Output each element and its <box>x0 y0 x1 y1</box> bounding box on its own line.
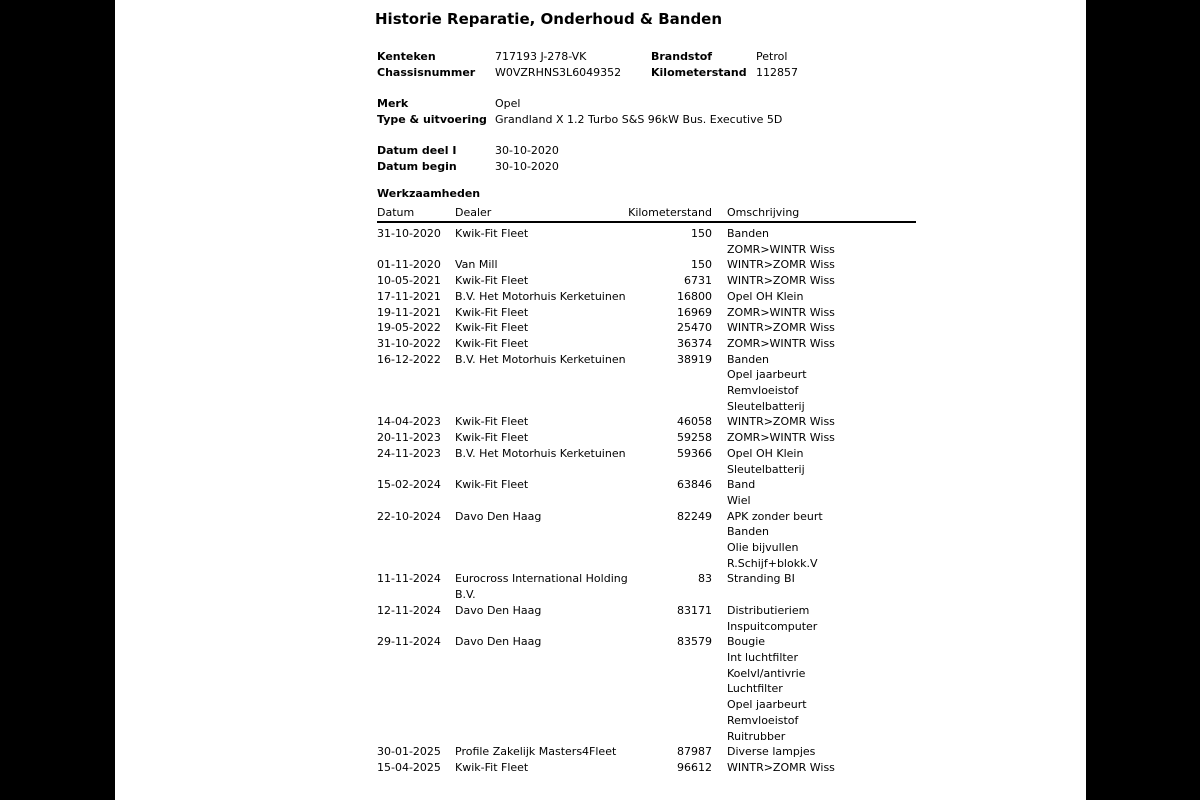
column-header-kilometerstand: Kilometerstand <box>628 206 712 219</box>
cell-omschrijving <box>712 257 916 273</box>
cell-dealer: B.V. Het Motorhuis Kerketuinen <box>455 352 626 366</box>
omschrijving-line: Opel OH Klein <box>727 446 804 460</box>
datum-begin-label: Datum begin <box>377 160 457 173</box>
cell-dealer: Davo Den Haag <box>455 603 542 617</box>
omschrijving-line: R.Schijf+blokk.V <box>727 556 818 570</box>
omschrijving-line: Stranding BI <box>727 572 795 586</box>
omschrijving-line: Remvloeistof <box>727 713 799 727</box>
registration-info-block <box>377 49 798 81</box>
cell-kilometerstand: 150 <box>691 258 712 272</box>
omschrijving-line: Ruitrubber <box>727 729 786 743</box>
cell-dealer: Eurocross International Holding B.V. <box>455 572 628 602</box>
cell-datum: 15-04-2025 <box>377 760 441 774</box>
column-header-datum: Datum <box>377 206 415 219</box>
cell-omschrijving <box>712 336 916 352</box>
cell-datum: 15-02-2024 <box>377 478 441 492</box>
cell-dealer: Kwik-Fit Fleet <box>455 478 529 492</box>
cell-omschrijving <box>712 634 916 744</box>
cell-kilometerstand: 38919 <box>677 352 712 366</box>
table-header-row <box>377 206 916 223</box>
cell-dealer: Kwik-Fit Fleet <box>455 321 529 335</box>
merk-label: Merk <box>377 97 409 110</box>
omschrijving-line: Banden <box>727 227 769 240</box>
cell-datum: 31-10-2020 <box>377 227 441 240</box>
table-row <box>377 273 916 289</box>
omschrijving-line: WINTR>ZOMR Wiss <box>727 760 835 774</box>
cell-kilometerstand: 59366 <box>677 446 712 460</box>
chassisnummer-value: W0VZRHNS3L6049352 <box>495 66 622 79</box>
omschrijving-line: Olie bijvullen <box>727 541 799 555</box>
cell-omschrijving <box>712 305 916 321</box>
omschrijving-line: Diverse lampjes <box>727 745 816 759</box>
cell-datum: 31-10-2022 <box>377 336 441 350</box>
omschrijving-line: Int luchtfilter <box>727 650 798 664</box>
cell-datum: 19-11-2021 <box>377 305 441 319</box>
chassisnummer-label: Chassisnummer <box>377 66 476 79</box>
cell-kilometerstand: 36374 <box>677 336 712 350</box>
werkzaamheden-section-title: Werkzaamheden <box>377 187 481 200</box>
omschrijving-line: Inspuitcomputer <box>727 619 818 633</box>
cell-kilometerstand: 96612 <box>677 760 712 774</box>
cell-dealer: Kwik-Fit Fleet <box>455 415 529 429</box>
table-row <box>377 571 916 602</box>
cell-datum: 30-01-2025 <box>377 745 441 759</box>
omschrijving-line: Wiel <box>727 493 751 507</box>
cell-kilometerstand: 46058 <box>677 415 712 429</box>
cell-omschrijving <box>712 603 916 634</box>
omschrijving-line: ZOMR>WINTR Wiss <box>727 305 835 319</box>
cell-kilometerstand: 6731 <box>684 274 712 288</box>
cell-dealer: Kwik-Fit Fleet <box>455 760 529 774</box>
omschrijving-line: ZOMR>WINTR Wiss <box>727 336 835 350</box>
cell-dealer: Profile Zakelijk Masters4Fleet <box>455 745 617 759</box>
table-row <box>377 289 916 305</box>
cell-dealer: Kwik-Fit Fleet <box>455 336 529 350</box>
cell-kilometerstand: 59258 <box>677 431 712 445</box>
kenteken-value: 717193 J-278-VK <box>495 50 587 63</box>
cell-datum: 29-11-2024 <box>377 635 441 649</box>
omschrijving-line: Opel OH Klein <box>727 289 804 303</box>
cell-dealer: Kwik-Fit Fleet <box>455 305 529 319</box>
column-header-omschrijving: Omschrijving <box>727 206 800 219</box>
cell-dealer: B.V. Het Motorhuis Kerketuinen <box>455 289 626 303</box>
datum-deel1-label: Datum deel I <box>377 144 457 157</box>
cell-datum: 24-11-2023 <box>377 446 441 460</box>
datum-deel1-value: 30-10-2020 <box>495 144 559 157</box>
omschrijving-line: Opel jaarbeurt <box>727 368 807 382</box>
column-header-dealer: Dealer <box>455 206 492 219</box>
table-row <box>377 414 916 430</box>
table-row <box>377 257 916 273</box>
omschrijving-line: Sleutelbatterij <box>727 462 805 476</box>
table-row <box>377 603 916 634</box>
cell-datum: 14-04-2023 <box>377 415 441 429</box>
cell-dealer: Davo Den Haag <box>455 635 542 649</box>
cell-datum: 22-10-2024 <box>377 509 441 523</box>
cell-omschrijving <box>712 414 916 430</box>
cell-omschrijving <box>712 352 916 415</box>
cell-datum: 16-12-2022 <box>377 352 441 366</box>
cell-omschrijving <box>712 760 916 776</box>
cell-omschrijving <box>712 273 916 289</box>
cell-omschrijving <box>712 446 916 477</box>
table-row <box>377 352 916 415</box>
kilometerstand-label: Kilometerstand <box>651 66 747 79</box>
datum-begin-value: 30-10-2020 <box>495 160 559 173</box>
merk-value: Opel <box>495 97 521 110</box>
table-row <box>377 320 916 336</box>
cell-kilometerstand: 150 <box>691 227 712 240</box>
omschrijving-line: WINTR>ZOMR Wiss <box>727 274 835 288</box>
cell-omschrijving <box>712 477 916 508</box>
cell-kilometerstand: 82249 <box>677 509 712 523</box>
omschrijving-line: Band <box>727 478 756 492</box>
brandstof-label: Brandstof <box>651 50 713 63</box>
cell-datum: 19-05-2022 <box>377 321 441 335</box>
cell-kilometerstand: 16800 <box>677 289 712 303</box>
cell-datum: 10-05-2021 <box>377 274 441 288</box>
cell-dealer: B.V. Het Motorhuis Kerketuinen <box>455 446 626 460</box>
omschrijving-line: ZOMR>WINTR Wiss <box>727 242 835 256</box>
omschrijving-line: Koelvl/antivrie <box>727 666 806 680</box>
omschrijving-line: WINTR>ZOMR Wiss <box>727 321 835 335</box>
table-row <box>377 446 916 477</box>
omschrijving-line: WINTR>ZOMR Wiss <box>727 415 835 429</box>
cell-kilometerstand: 87987 <box>677 745 712 759</box>
cell-dealer: Van Mill <box>455 258 498 272</box>
cell-omschrijving <box>712 289 916 305</box>
table-row <box>377 509 916 572</box>
cell-kilometerstand: 25470 <box>677 321 712 335</box>
cell-datum: 01-11-2020 <box>377 258 441 272</box>
omschrijving-line: Banden <box>727 525 769 539</box>
cell-kilometerstand: 16969 <box>677 305 712 319</box>
omschrijving-line: Opel jaarbeurt <box>727 698 807 712</box>
cell-omschrijving <box>712 571 916 602</box>
cell-datum: 11-11-2024 <box>377 572 441 586</box>
cell-datum: 20-11-2023 <box>377 431 441 445</box>
table-row <box>377 634 916 744</box>
cell-kilometerstand: 83171 <box>677 603 712 617</box>
omschrijving-line: Banden <box>727 352 769 366</box>
right-letterbox <box>1086 0 1200 800</box>
cell-omschrijving <box>712 509 916 572</box>
brandstof-value: Petrol <box>756 50 788 63</box>
kilometerstand-value: 112857 <box>756 66 798 79</box>
cell-datum: 17-11-2021 <box>377 289 441 303</box>
vehicle-info-block <box>377 96 782 128</box>
table-row <box>377 430 916 446</box>
cell-omschrijving <box>712 430 916 446</box>
omschrijving-line: Luchtfilter <box>727 682 783 696</box>
omschrijving-line: Remvloeistof <box>727 384 799 398</box>
table-row <box>377 760 916 776</box>
omschrijving-line: Bougie <box>727 635 766 649</box>
omschrijving-line: Distributieriem <box>727 603 810 617</box>
werkzaamheden-rows <box>377 223 916 776</box>
table-row <box>377 336 916 352</box>
dates-info-block <box>377 143 559 175</box>
werkzaamheden-table <box>377 206 916 776</box>
table-row <box>377 305 916 321</box>
cell-dealer: Davo Den Haag <box>455 509 542 523</box>
cell-omschrijving <box>712 226 916 257</box>
page-title: Historie Reparatie, Onderhoud & Banden <box>375 10 723 28</box>
table-row <box>377 226 916 257</box>
omschrijving-line: ZOMR>WINTR Wiss <box>727 431 835 445</box>
omschrijving-line: APK zonder beurt <box>727 509 823 523</box>
cell-kilometerstand: 83579 <box>677 635 712 649</box>
table-row <box>377 477 916 508</box>
cell-kilometerstand: 83 <box>698 572 712 586</box>
cell-dealer: Kwik-Fit Fleet <box>455 274 529 288</box>
omschrijving-line: Sleutelbatterij <box>727 399 805 413</box>
omschrijving-line: WINTR>ZOMR Wiss <box>727 258 835 272</box>
cell-omschrijving <box>712 744 916 760</box>
type-uitvoering-label: Type & uitvoering <box>377 113 487 126</box>
cell-omschrijving <box>712 320 916 336</box>
type-uitvoering-value: Grandland X 1.2 Turbo S&S 96kW Bus. Executive 5D <box>495 113 783 126</box>
cell-kilometerstand: 63846 <box>677 478 712 492</box>
cell-datum: 12-11-2024 <box>377 603 441 617</box>
cell-dealer: Kwik-Fit Fleet <box>455 227 529 240</box>
cell-dealer: Kwik-Fit Fleet <box>455 431 529 445</box>
kenteken-label: Kenteken <box>377 50 436 63</box>
table-row <box>377 744 916 760</box>
